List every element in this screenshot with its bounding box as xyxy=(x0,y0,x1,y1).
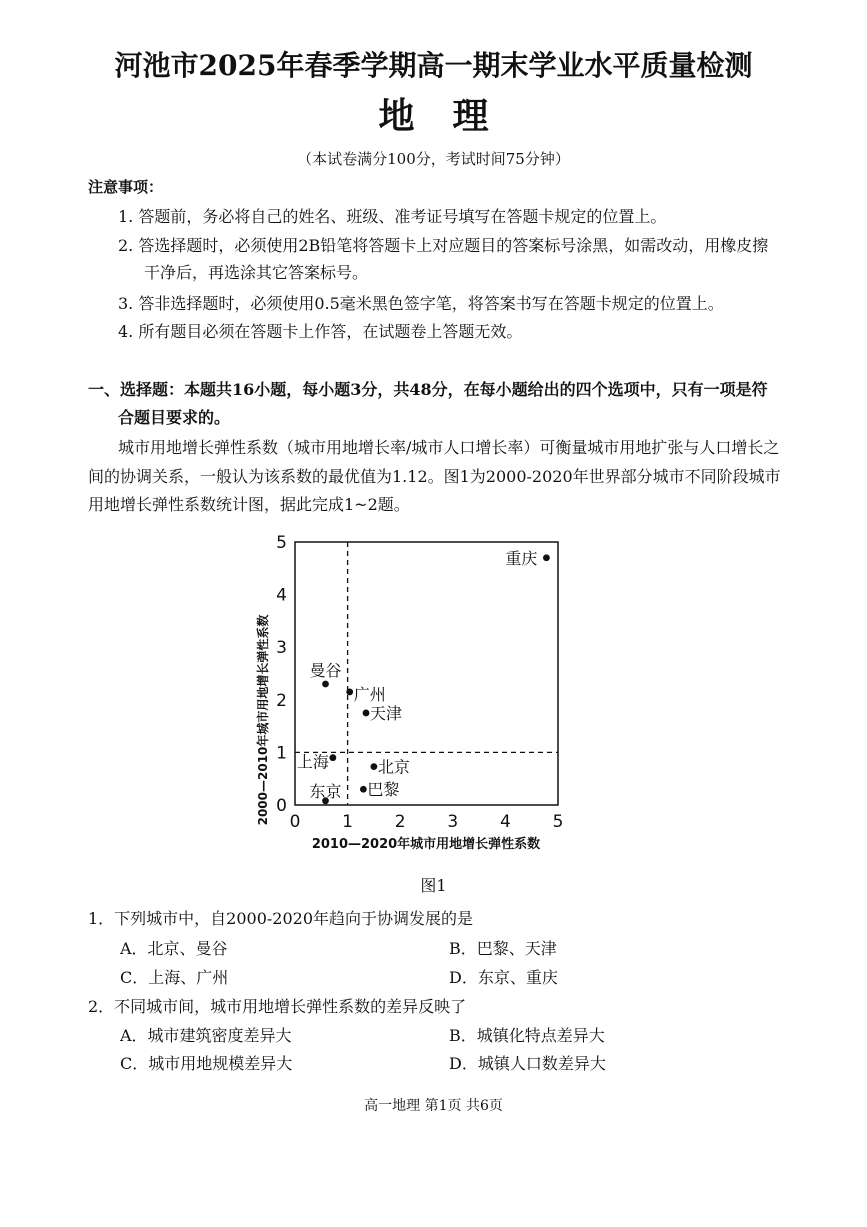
question-1-option: D．东京、重庆 xyxy=(449,968,558,987)
data-point xyxy=(346,689,353,696)
notice-item: 4. 所有题目必须在答题卡上作答，在试题卷上答题无效。 xyxy=(118,322,523,341)
question-1-option: C．上海、广州 xyxy=(120,968,229,987)
y-tick-label: 4 xyxy=(276,585,287,606)
data-point-label: 上海 xyxy=(296,752,329,772)
notice-heading: 注意事项： xyxy=(88,178,164,196)
subject-title: 地理 xyxy=(378,95,527,137)
x-axis-label: 2010—2020年城市用地增长弹性系数 xyxy=(311,837,541,852)
data-point xyxy=(322,681,329,688)
data-point-label: 曼谷 xyxy=(309,661,342,681)
data-point xyxy=(371,763,378,770)
data-point-label: 北京 xyxy=(377,757,410,777)
data-point xyxy=(543,554,550,561)
figure-caption: 图1 xyxy=(420,876,447,895)
intro-paragraph: 城市用地增长弹性系数（城市用地增长率/城市人口增长率）可衡量城市用地扩张与人口增长之 xyxy=(118,438,780,457)
notice-item: 2. 答选择题时，必须使用2B铅笔将答题卡上对应题目的答案标号涂黑，如需改动，用橡皮擦 xyxy=(118,236,769,255)
notice-item: 干净后，再选涂其它答案标号。 xyxy=(144,263,369,282)
data-points xyxy=(297,549,550,804)
data-point xyxy=(363,710,370,717)
y-tick-labels xyxy=(276,533,287,816)
x-tick-label: 5 xyxy=(552,812,564,832)
data-point xyxy=(329,754,336,761)
data-point-label: 广州 xyxy=(353,684,386,704)
data-point-label: 天津 xyxy=(370,703,403,723)
question-1-option: B．巴黎、天津 xyxy=(449,939,557,958)
x-tick-label: 4 xyxy=(499,812,511,832)
y-tick-label: 0 xyxy=(276,796,287,816)
question-2-stem: 2．不同城市间，城市用地增长弹性系数的差异反映了 xyxy=(88,997,467,1016)
section-title: 一、选择题：本题共16小题，每小题3分，共48分，在每小题给出的四个选项中，只有一项是符 xyxy=(88,380,768,399)
y-tick-label: 5 xyxy=(276,533,287,553)
data-point xyxy=(360,786,367,793)
y-tick-label: 3 xyxy=(276,638,287,659)
question-1-stem: 1．下列城市中，自2000-2020年趋向于协调发展的是 xyxy=(88,909,474,928)
y-tick-label: 2 xyxy=(276,690,287,711)
intro-paragraph: 用地增长弹性系数统计图，据此完成1~2题。 xyxy=(88,495,410,514)
exam-note: （本试卷满分100分，考试时间75分钟） xyxy=(297,150,570,168)
data-point-label: 重庆 xyxy=(505,548,538,568)
x-tick-label: 3 xyxy=(447,812,459,832)
x-tick-labels xyxy=(290,812,564,832)
x-tick-label: 1 xyxy=(342,812,354,832)
notice-item: 3. 答非选择题时，必须使用0.5毫米黑色签字笔，将答案书写在答题卡规定的位置上。 xyxy=(118,294,724,313)
notice-item: 1. 答题前，务必将自己的姓名、班级、准考证号填写在答题卡规定的位置上。 xyxy=(118,207,667,226)
y-axis-label: 2000—2010年城市用地增长弹性系数 xyxy=(256,614,270,826)
data-point-label: 东京 xyxy=(309,781,342,801)
question-2-option: C．城市用地规模差异大 xyxy=(120,1054,293,1073)
question-2-option: B．城镇化特点差异大 xyxy=(449,1026,605,1045)
exam-title: 河池市2025年春季学期高一期末学业水平质量检测 xyxy=(114,49,753,82)
x-tick-label: 0 xyxy=(289,812,301,832)
question-1-option: A．北京、曼谷 xyxy=(120,939,228,958)
question-2-option: D．城镇人口数差异大 xyxy=(449,1054,606,1073)
intro-paragraph: 间的协调关系，一般认为该系数的最优值为1.12。图1为2000-2020年世界部分城市不同阶段城市 xyxy=(88,467,781,486)
x-tick-label: 2 xyxy=(394,812,406,832)
section-title-cont: 合题目要求的。 xyxy=(118,408,231,427)
data-point-label: 巴黎 xyxy=(367,780,400,800)
y-tick-label: 1 xyxy=(276,743,287,764)
question-2-option: A．城市建筑密度差异大 xyxy=(120,1026,292,1045)
page-footer: 高一地理 第1页 共6页 xyxy=(364,1098,503,1114)
scatter-chart xyxy=(255,530,595,860)
